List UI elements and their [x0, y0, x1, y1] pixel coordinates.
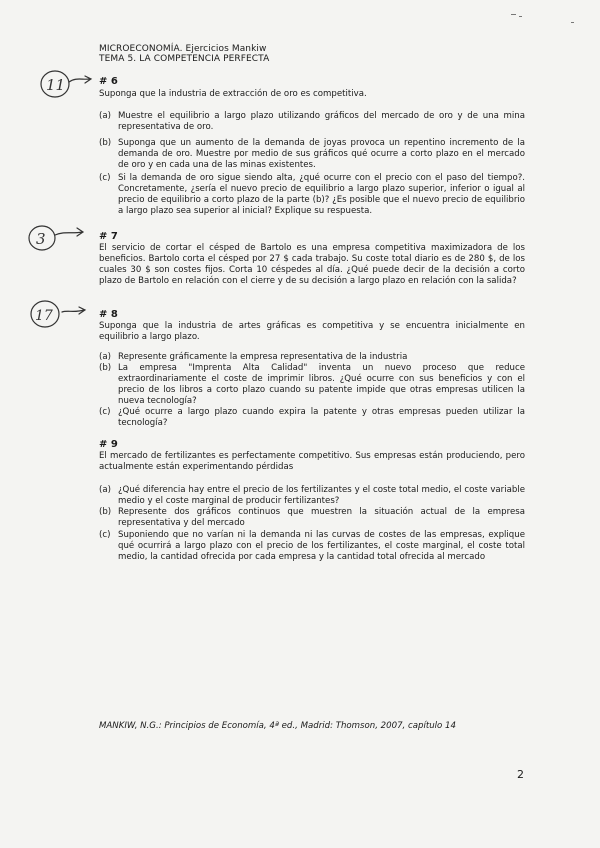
- svg-text:17: 17: [35, 308, 53, 324]
- item-text: Si la demanda de oro sigue siendo alta, ¿qué ocurre con el precio con el paso del tiempo?. Concretamente, ¿sería el nuevo precio de equilibrio a largo plazo superior, inferior o igual al precio de equilibrio a corto plazo de la parte (b)? ¿Es posible que el nuevo precio de equilibrio a largo plazo sea superior al inicial? Explique su respuesta.: [118, 173, 525, 216]
- question-number: # 9: [99, 439, 118, 450]
- item-label: (a): [99, 111, 111, 121]
- question-number: # 7: [99, 231, 118, 242]
- question-number: # 8: [99, 309, 118, 320]
- item-text: Suponga que un aumento de la demanda de joyas provoca un repentino incremento de la demanda de oro. Muestre por medio de sus gráficos qué ocurre a corto plazo en el mercado de oro y en cada una de las minas existentes.: [118, 138, 525, 170]
- question-item: [99, 485, 525, 507]
- question-item: [99, 111, 525, 133]
- item-text: La empresa "Imprenta Alta Calidad" inventa un nuevo proceso que reduce extraordinariamente el coste de imprimir libros. ¿Qué ocurre con sus beneficios y con el precio de los libros a corto plazo cuando su patente impide que otras empresas utilicen la nueva tecnología?: [118, 363, 525, 406]
- question-number: # 6: [99, 76, 118, 87]
- question-intro: Suponga que la industria de extracción de oro es competitiva.: [99, 89, 367, 99]
- question-item: [99, 530, 525, 563]
- item-text: Represente gráficamente la empresa representativa de la industria: [118, 352, 408, 362]
- item-label: (a): [99, 352, 111, 362]
- item-text: ¿Qué ocurre a largo plazo cuando expira la patente y otras empresas pueden utilizar la tecnología?: [118, 407, 525, 428]
- svg-text:3: 3: [36, 230, 46, 248]
- item-label: (b): [99, 138, 112, 148]
- header-course-title: MICROECONOMÍA. Ejercicios Mankiw: [99, 44, 267, 54]
- item-text: Represente dos gráficos continuos que muestren la situación actual de la empresa representativa y del mercado: [118, 507, 525, 528]
- item-label: (c): [99, 173, 111, 183]
- item-text: Muestre el equilibrio a largo plazo utilizando gráficos del mercado de oro y de una mina representativa de oro.: [118, 111, 525, 132]
- question-intro: El mercado de fertilizantes es perfectamente competitivo. Sus empresas están produciendo, pero actualmente están experimentando pérdidas: [99, 451, 525, 472]
- handwritten-annotation-q6: [38, 66, 100, 102]
- svg-text:11: 11: [46, 76, 66, 94]
- item-text: Suponiendo que no varían ni la demanda ni las curvas de costes de las empresas, explique qué ocurrirá a largo plazo con el precio de los fertilizantes, el coste marginal, el coste total medio, la cantidad ofrecida por cada empresa y la cantidad total ofrecida al mercado: [118, 530, 525, 562]
- item-label: (b): [99, 363, 112, 373]
- question-item: [99, 138, 525, 171]
- header-unit-title: TEMA 5. LA COMPETENCIA PERFECTA: [99, 54, 270, 64]
- question-item: [99, 352, 525, 363]
- item-text: ¿Qué diferencia hay entre el precio de los fertilizantes y el coste total medio, el coste variable medio y el coste marginal de producir fertilizantes?: [118, 485, 525, 506]
- question-item: [99, 507, 525, 529]
- page-number: 2: [517, 768, 524, 781]
- question-item: [99, 363, 525, 407]
- question-item: [99, 173, 525, 217]
- item-label: (c): [99, 407, 111, 417]
- handwritten-annotation-q8: [28, 298, 100, 334]
- item-label: (b): [99, 507, 112, 517]
- handwritten-annotation-q7: [26, 222, 100, 258]
- question-intro: El servicio de cortar el césped de Bartolo es una empresa competitiva maximizadora de los beneficios. Bartolo corta el césped por 27 $ cada trabajo. Su coste total diario es de 280 $, de los cuales 30 $ son costes fijos. Corta 10 céspedes al día. ¿Qué puede decir de la decisión a corto plazo de Bartolo en relación con el cierre y de su decisión a largo plazo en relación con la salida?: [99, 243, 525, 286]
- question-intro: Suponga que la industria de artes gráficas es competitiva y se encuentra inicialmente en equilibrio a largo plazo.: [99, 321, 525, 342]
- question-item: [99, 407, 525, 429]
- item-label: (c): [99, 530, 111, 540]
- item-label: (a): [99, 485, 111, 495]
- footer-citation: MANKIW, N.G.: Principios de Economía, 4ª ed., Madrid: Thomson, 2007, capítulo 14: [99, 721, 456, 731]
